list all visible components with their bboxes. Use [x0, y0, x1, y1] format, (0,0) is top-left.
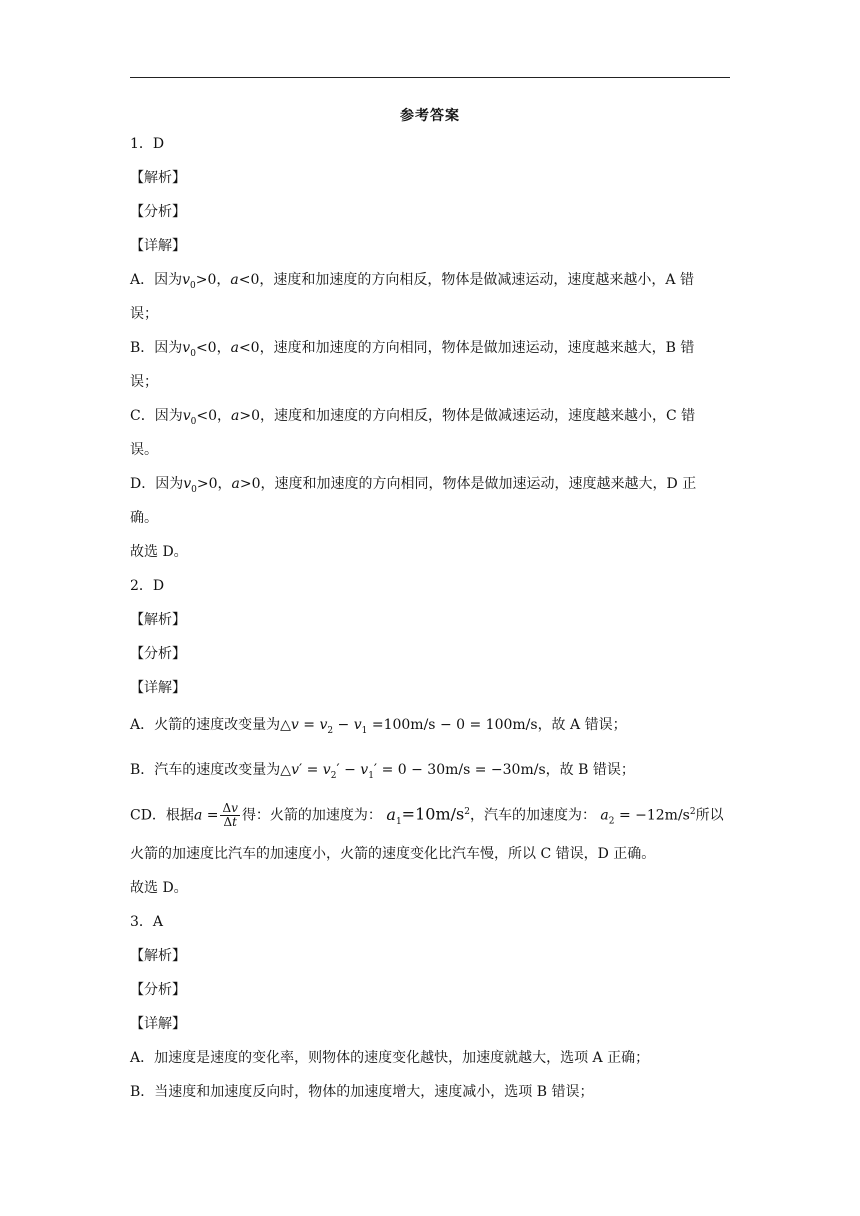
q1-option-d-tail: 确。	[130, 510, 158, 526]
q2-answer: 2．D	[130, 578, 165, 594]
q3-xiangjie: 【详解】	[130, 1016, 186, 1032]
q3-option-b: B．当速度和加速度反向时，物体的加速度增大，速度减小，选项 B 错误；	[130, 1084, 594, 1100]
q2-option-cd: CD．根据a = $\frac{\Delta v}{\Delta t}$ 得：火箭的加速度为： $a_1=10m/s^2$，汽车的加速度为： $a_2 = -12m/s^2$所以	[130, 801, 724, 830]
q1-option-d: D．因为$v_0>0$，a>0，速度和加速度的方向相同，物体是做加速运动，速度越来越大，D 正	[130, 476, 697, 495]
q2-option-a: A．火箭的速度改变量为△v = $v_2 - v_1 =100m/s - 0 = 100m/s$，故 A 错误；	[130, 717, 627, 736]
q3-jiexi: 【解析】	[130, 948, 186, 964]
page-title: 参考答案	[400, 108, 460, 124]
q2-option-b: B．汽车的速度改变量为△v′ = $v_2' - v_1' = 0 - 30m/s = -30m/s$，故 B 错误；	[130, 762, 635, 781]
q2-option-cd-line2: 火箭的加速度比汽车的加速度小，火箭的速度变化比汽车慢，所以 C 错误，D 正确。	[130, 846, 656, 862]
q1-option-a-tail: 误；	[130, 306, 158, 322]
q1-jiexi: 【解析】	[130, 170, 186, 186]
q1-option-b-tail: 误；	[130, 374, 158, 390]
q1-option-c-tail: 误。	[130, 442, 158, 458]
q1-option-a: A．因为$v_0>0$，a<0，速度和加速度的方向相反，物体是做减速运动，速度越来越小，A 错	[130, 272, 694, 291]
q1-answer: 1．D	[130, 136, 165, 152]
q2-fenxi: 【分析】	[130, 646, 186, 662]
q2-xiangjie: 【详解】	[130, 680, 186, 696]
q2-jiexi: 【解析】	[130, 612, 186, 628]
q1-fenxi: 【分析】	[130, 204, 186, 220]
q3-fenxi: 【分析】	[130, 982, 186, 998]
q3-option-a: A．加速度是速度的变化率，则物体的速度变化越快，加速度就越大，选项 A 正确；	[130, 1050, 650, 1066]
q2-conclusion: 故选 D。	[130, 880, 188, 896]
q1-option-c: C．因为$v_0<0$，a>0，速度和加速度的方向相反，物体是做减速运动，速度越来越小，C 错	[130, 408, 696, 427]
q1-conclusion: 故选 D。	[130, 544, 188, 560]
q3-answer: 3．A	[130, 914, 164, 930]
acceleration-fraction: $\frac{\Delta v}{\Delta t}$	[222, 801, 238, 830]
header-rule	[130, 77, 730, 78]
q1-xiangjie: 【详解】	[130, 238, 186, 254]
q1-option-b: B．因为$v_0<0$，a<0，速度和加速度的方向相同，物体是做加速运动，速度越来越大，B 错	[130, 340, 695, 359]
